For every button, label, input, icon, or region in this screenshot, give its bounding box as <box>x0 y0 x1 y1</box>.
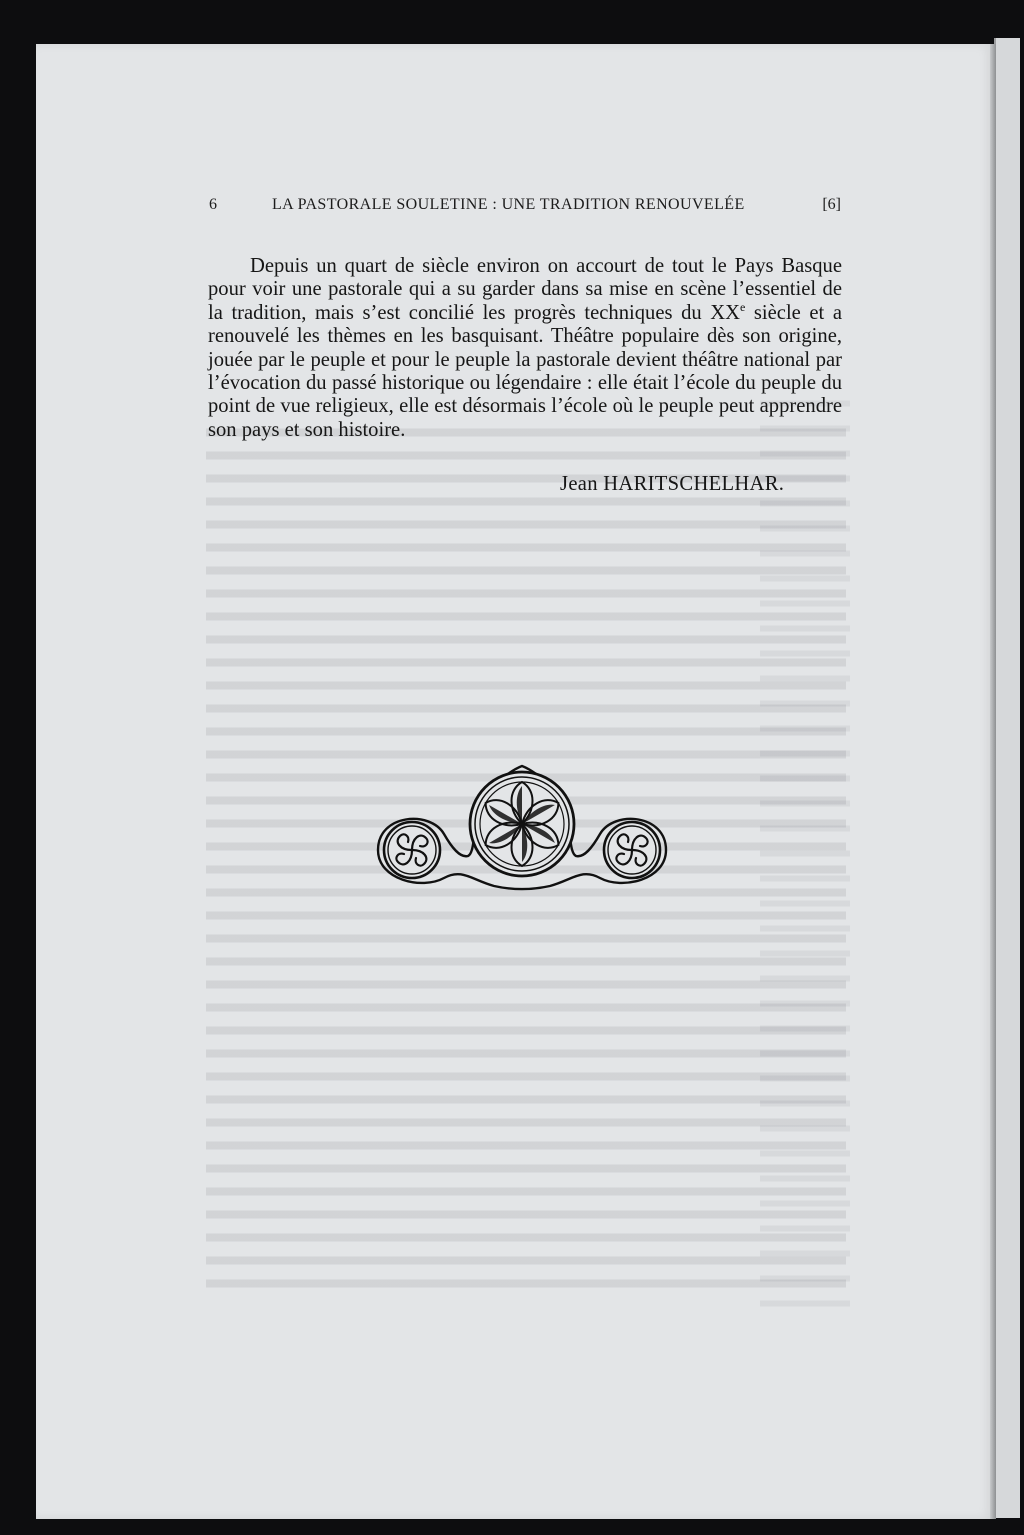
running-title: LA PASTORALE SOULETINE : UNE TRADITION RENOUVELÉE <box>272 196 745 213</box>
author-signature: Jean HARITSCHELHAR. <box>560 473 785 495</box>
show-through-text-margin <box>760 390 850 1310</box>
basque-rosette-and-lauburu-ornament-icon <box>372 762 672 892</box>
bracket-page-number: [6] <box>822 196 841 213</box>
running-header <box>209 196 841 218</box>
body-text-part-2: siècle et a renouvelé les thèmes en les basquisant. Théâtre populaire dès son origine, jouée par le peuple et pour le peuple la pastorale devient théâtre national par l’évocation du passé historique ou légendaire : elle était l’école du peuple du point de vue religieux, elle est désormais l’école où le peuple peut apprendre son pays et son histoire. <box>208 301 842 441</box>
next-page-edge <box>994 38 1020 1518</box>
century-superscript: e <box>740 299 746 314</box>
body-text-part-1: Depuis un quart de siècle environ on accourt de tout le Pays Basque pour voir une pastorale qui a su garder dans sa mise en scène l’essentiel de la tradition, mais s’est concilié les progrès techniques du XX <box>208 255 842 324</box>
body-paragraph <box>208 255 842 442</box>
page-number: 6 <box>209 196 217 213</box>
page-gutter-shadow <box>990 44 996 1519</box>
